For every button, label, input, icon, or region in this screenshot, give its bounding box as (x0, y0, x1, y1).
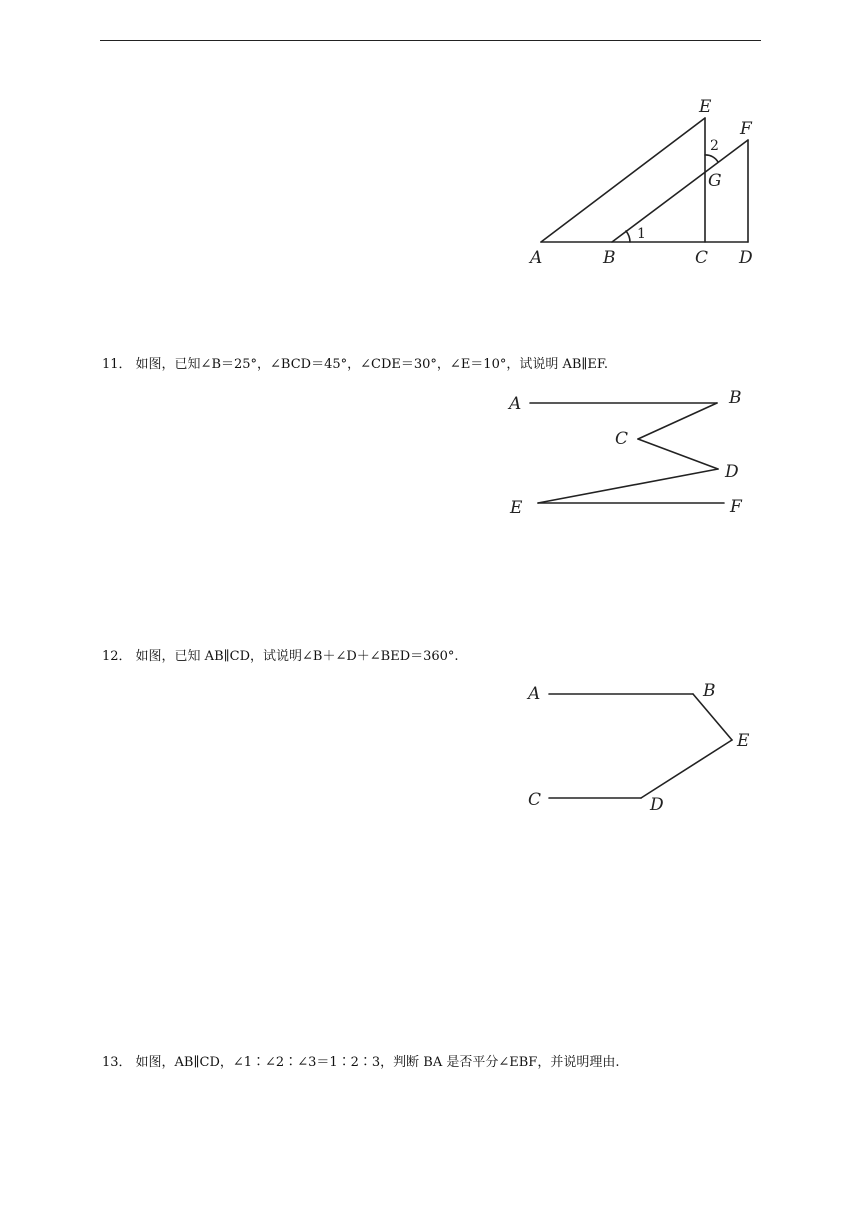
point-label-E: E (699, 97, 712, 117)
point-label-A: A (509, 394, 522, 414)
point-label-G: G (708, 171, 722, 191)
point-label-B: B (703, 681, 716, 701)
point-label-B: B (729, 388, 742, 408)
point-label-C: C (615, 429, 629, 449)
point-label-C: C (528, 790, 542, 810)
problem-number: 11． (102, 357, 132, 372)
point-label-A: A (528, 684, 541, 704)
problem-number: 12． (102, 649, 132, 664)
problem-text: 如图，AB∥CD，∠1∶∠2∶∠3＝1∶2∶3，判断 BA 是否平分∠EBF，并说明理由. (135, 1055, 620, 1070)
point-label-D: D (725, 462, 739, 482)
angle-label-2: 2 (710, 138, 719, 154)
point-label-B: B (603, 248, 616, 268)
point-label-A: A (530, 248, 543, 268)
problem-number: 13． (102, 1055, 132, 1070)
point-label-C: C (695, 248, 709, 268)
point-label-E: E (510, 498, 523, 518)
point-label-F: F (740, 119, 752, 139)
point-label-D: D (739, 248, 753, 268)
point-label-D: D (650, 795, 664, 815)
angle-label-1: 1 (637, 226, 646, 242)
point-label-E: E (737, 731, 750, 751)
problem-text: 如图，已知∠B＝25°，∠BCD＝45°，∠CDE＝30°，∠E＝10°，试说明 AB∥EF. (135, 357, 609, 372)
point-label-F: F (730, 497, 742, 517)
problem-13 (102, 1054, 619, 1072)
problem-text: 如图，已知 AB∥CD，试说明∠B＋∠D＋∠BED＝360°. (135, 649, 459, 664)
segment-ED (641, 740, 732, 798)
